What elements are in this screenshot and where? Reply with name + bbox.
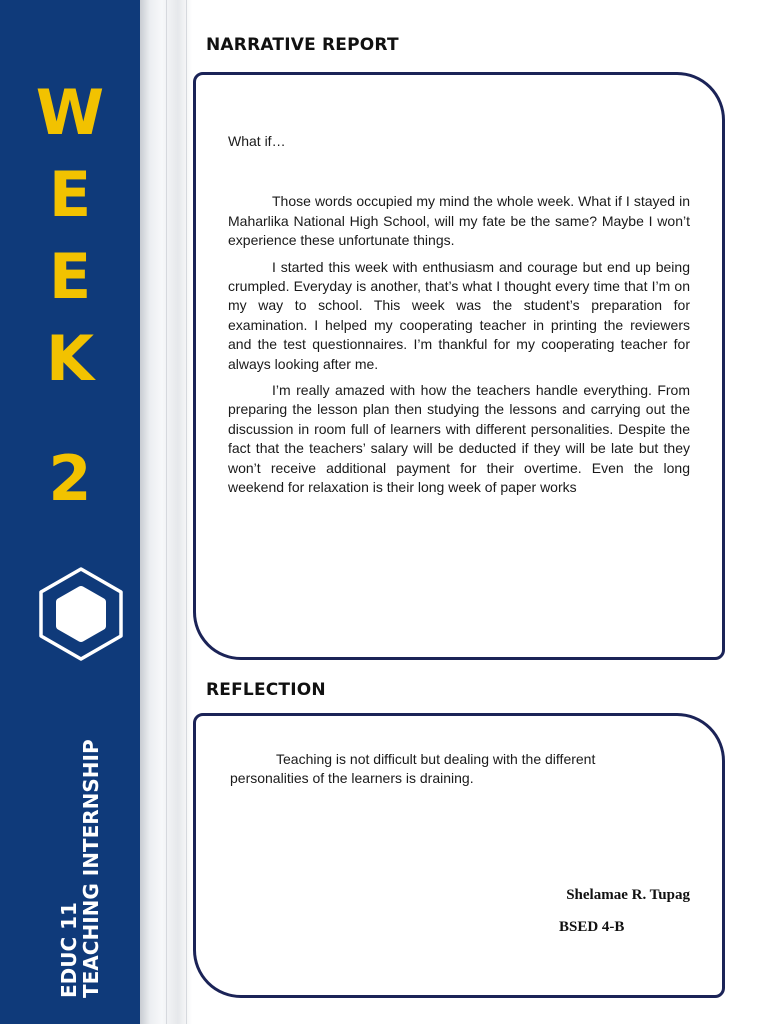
reflection-body <box>230 750 670 789</box>
week-letter-k: K <box>45 322 95 395</box>
course-title: TEACHING INTERNSHIP <box>79 739 103 998</box>
signature-name: Shelamae R. Tupag <box>566 887 690 903</box>
week-letter-e1: E <box>48 158 92 231</box>
hexagon-icon <box>36 566 126 662</box>
reflection-text: Teaching is not difficult but dealing with the different personalities of the learners is draining. <box>230 751 596 787</box>
signature-course: BSED 4-B <box>559 919 625 935</box>
sidebar <box>0 0 140 1024</box>
fold-line <box>166 0 167 1024</box>
week-letter-e2: E <box>48 240 92 313</box>
narrative-paragraph: Those words occupied my mind the whole week. What if I stayed in Maharlika National High School, will my fate be the same? Maybe I won’t experience these unfortunate things. <box>228 193 690 249</box>
week-number: 2 <box>48 442 92 515</box>
narrative-lead: What if… <box>228 133 286 149</box>
course-label <box>58 739 102 998</box>
narrative-heading: NARRATIVE REPORT <box>206 35 399 55</box>
narrative-body <box>228 132 690 505</box>
week-letter-w: W <box>35 76 105 149</box>
fold-line <box>186 0 187 1024</box>
narrative-paragraph: I’m really amazed with how the teachers handle everything. From preparing the lesson plan then studying the lessons and carrying out the discussion in room full of learners with different personalities. Despite the fact that the teachers’ salary will be deducted if they will be late but they won’t receive additional payment for their overtime. Even the long weekend for relaxation is their long week of paper works <box>228 382 690 496</box>
narrative-paragraph: I started this week with enthusiasm and courage but end up being crumpled. Everyday is another, that’s what I thought every time that I’m on my way to school. This week was the student’s preparation for examination. I helped my cooperating teacher in printing the reviewers and the test questionnaires. I’m thankful for my cooperating teacher for always looking after me. <box>228 258 690 372</box>
reflection-heading: REFLECTION <box>206 680 326 700</box>
course-code: EDUC 11 <box>57 902 81 998</box>
